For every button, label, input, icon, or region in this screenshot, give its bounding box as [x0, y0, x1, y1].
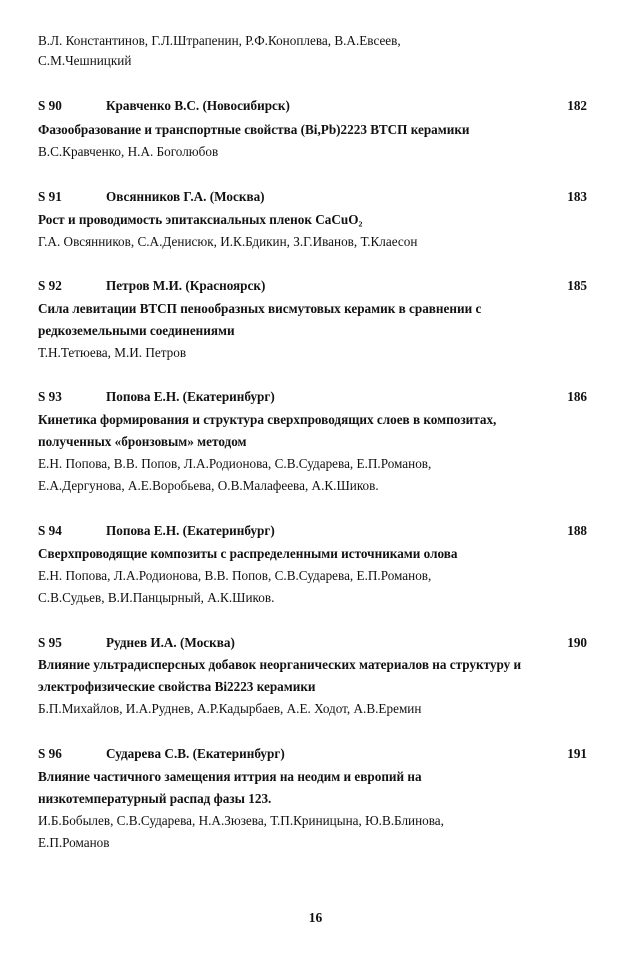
entry-page-number: 185 [567, 278, 587, 293]
entry-presenter: Попова Е.Н. (Екатеринбург) [106, 523, 275, 538]
entry-authors-line: Е.Н. Попова, В.В. Попов, Л.А.Родионова, С.В.Сударева, Е.П.Романов, [38, 456, 432, 471]
entry-authors-line: Е.П.Романов [38, 835, 110, 850]
entry-page-number: 183 [567, 189, 587, 204]
entry-title-line: полученных «бронзовым» методом [38, 434, 247, 449]
entry-page-number: 182 [567, 98, 587, 113]
entry-code: S 93 [38, 389, 62, 404]
entry-title-line: Рост и проводимость эпитаксиальных пленок CaCuO₂ [38, 212, 363, 227]
entry-authors-line: Е.А.Дергунова, А.Е.Воробьева, О.В.Малафеева, А.К.Шиков. [38, 478, 379, 493]
entry-title-line: электрофизические свойства Bi2223 керамики [38, 679, 316, 694]
entry-page-number: 186 [567, 389, 587, 404]
entry-title-line: Фазообразование и транспортные свойства (Bi,Pb)2223 ВТСП керамики [38, 122, 470, 137]
entry-presenter: Попова Е.Н. (Екатеринбург) [106, 389, 275, 404]
footer-page-number: 16 [308, 910, 323, 925]
entry-header [0, 388, 631, 406]
entry-header [0, 745, 631, 763]
entry-presenter: Овсянников Г.А. (Москва) [106, 189, 265, 204]
entry-code: S 95 [38, 635, 62, 650]
entry-title-line: низкотемпературный распад фазы 123. [38, 791, 272, 806]
entry-authors-line: И.Б.Бобылев, С.В.Сударева, Н.А.Зюзева, Т.П.Криницына, Ю.В.Блинова, [38, 813, 444, 828]
entry-header [0, 634, 631, 652]
entry-authors-line: Т.Н.Тетюева, М.И. Петров [38, 345, 187, 360]
entry-authors-line: Г.А. Овсянников, С.А.Денисюк, И.К.Бдикин, З.Г.Иванов, Т.Клаесон [38, 234, 418, 249]
entry-code: S 91 [38, 189, 62, 204]
entry-presenter: Кравченко В.С. (Новосибирск) [106, 98, 290, 113]
entry-authors-line: Е.Н. Попова, Л.А.Родионова, В.В. Попов, С.В.Сударева, Е.П.Романов, [38, 568, 432, 583]
entry-authors-line: В.С.Кравченко, Н.А. Боголюбов [38, 144, 219, 159]
entry-title-line: Влияние ультрадисперсных добавок неорганических материалов на структуру и [38, 657, 522, 672]
entry-header [0, 97, 631, 115]
entry-presenter: Руднев И.А. (Москва) [106, 635, 235, 650]
entry-presenter: Сударева С.В. (Екатеринбург) [106, 746, 285, 761]
entry-authors-line: Б.П.Михайлов, И.А.Руднев, А.Р.Кадырбаев, А.Е. Ходот, А.В.Еремин [38, 701, 422, 716]
entry-page-number: 191 [567, 746, 587, 761]
entry-page-number: 188 [567, 523, 587, 538]
entry-code: S 92 [38, 278, 62, 293]
entry-title-line: Влияние частичного замещения иттрия на неодим и европий на [38, 769, 422, 784]
entry-authors-line: С.В.Судьев, В.И.Панцырный, А.К.Шиков. [38, 590, 275, 605]
continuation-authors-line-2: С.М.Чешницкий [38, 53, 132, 68]
entry-code: S 96 [38, 746, 62, 761]
continuation-authors-line-1: В.Л. Константинов, Г.Л.Штрапенин, Р.Ф.Коноплева, В.А.Евсеев, [38, 33, 401, 48]
entry-title-line: Сила левитации ВТСП пенообразных висмутовых керамик в сравнении с [38, 301, 482, 316]
entry-header [0, 522, 631, 540]
entry-code: S 94 [38, 523, 62, 538]
entry-page-number: 190 [567, 635, 587, 650]
entry-title-line: Сверхпроводящие композиты с распределенными источниками олова [38, 546, 458, 561]
entry-header [0, 188, 631, 206]
entry-title-line: Кинетика формирования и структура сверхпроводящих слоев в композитах, [38, 412, 497, 427]
entry-header [0, 277, 631, 295]
entry-presenter: Петров М.И. (Красноярск) [106, 278, 266, 293]
entry-code: S 90 [38, 98, 62, 113]
entry-title-line: редкоземельными соединениями [38, 323, 235, 338]
